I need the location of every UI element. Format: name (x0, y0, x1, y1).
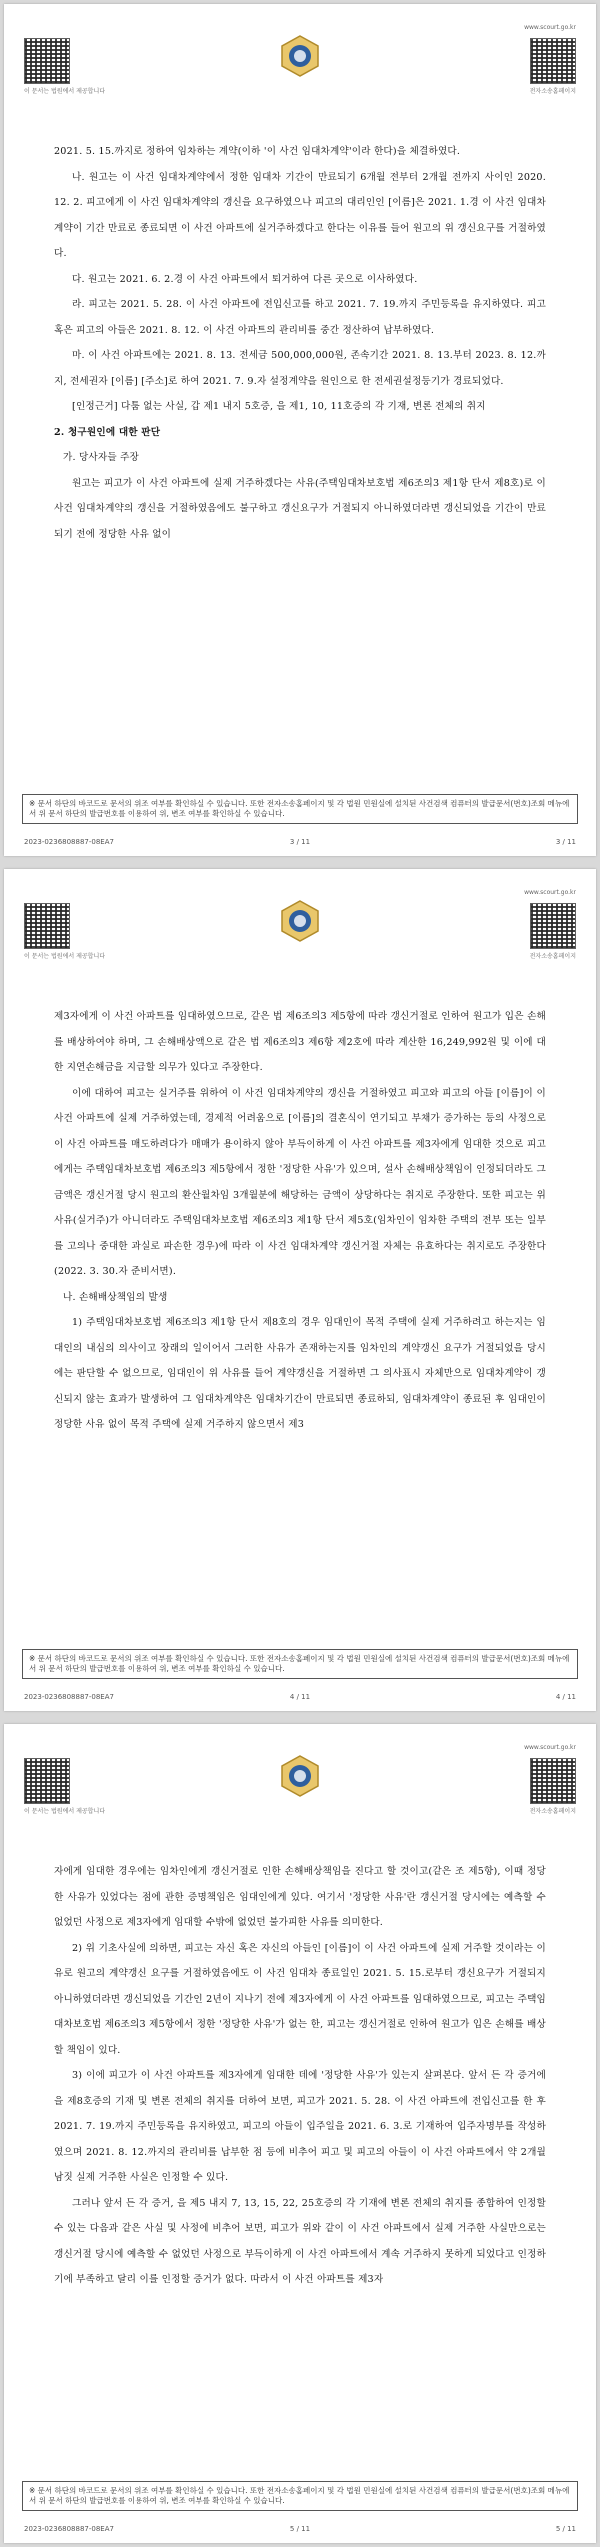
verification-note: ※ 문서 하단의 바코드로 문서의 위조 여부를 확인하실 수 있습니다. 또한 전자소송홈페이지 및 각 법원 민원실에 설치된 사건검색 컴퓨터의 발급문서(번호)조회 메뉴에서 위 문서 하단의 발급번호를 이용하여 위, 변조 여부를 확인하실 수 있습니다. (22, 2481, 578, 2511)
paragraph: 3) 이에 피고가 이 사건 아파트를 제3자에게 임대한 데에 '정당한 사유'가 있는지 살펴본다. 앞서 든 각 증거에 을 제8호증의 기재 및 변론 전체의 취지를 더하여 보면, 피고가 2021. 5. 28. 이 사건 아파트에 전입신고를 한 후 2021. 7. 19.까지 주민등록을 유지하였고, 피고의 아들이 입주일을 2021. 6. 3.로 기재하여 입주자명부를 작성하였으며 2021. 8. 12.까지의 관리비를 납부한 점 등에 비추어 피고 및 피고의 아들이 이 사건 아파트에서 약 2개월 남짓 실제 거주한 사실은 인정할 수 있다. (54, 2070, 546, 2183)
paragraph: [인정근거] 다툼 없는 사실, 갑 제1 내지 5호증, 을 제1, 10, 11호증의 각 기재, 변론 전체의 취지 (72, 401, 486, 412)
paragraph: 원고는 피고가 이 사건 아파트에 실제 거주하겠다는 사유(주택임대차보호법 제6조의3 제1항 단서 제8호)로 이 사건 임대차계약의 갱신을 거절하였음에도 불구하고 갱신요구가 거절되지 아니하였더라면 갱신되었을 기간이 만료되기 전에 정당한 사유 없이 (54, 477, 546, 540)
court-seal-icon (278, 1754, 322, 1798)
header-right-caption: 전자소송홈페이지 (529, 953, 576, 960)
paragraph: 2021. 5. 15.까지로 정하여 임차하는 계약(이하 '이 사건 임대차계약'이라 한다)을 체결하였다. (54, 146, 461, 157)
document-code: 2023-0236808887-08EA7 (24, 838, 114, 846)
page-number: 5 / 11 (289, 2525, 311, 2533)
paragraph: 나. 원고는 이 사건 임대차계약에서 정한 임대차 기간이 만료되기 6개월 전부터 2개월 전까지 사이인 2020. 12. 2. 피고에게 이 사건 임대차계약의 갱신을 요구하였으나 피고의 대리인인 [이름]은 2021. 1.경 이 사건 임대차계약이 기간 만료로 종료되면 이 사건 아파트에 실거주하겠다고 한다는 이유를 들어 원고의 위 갱신요구를 거절하였다. (54, 171, 546, 259)
paragraph: 자에게 임대한 경우에는 임차인에게 갱신거절로 인한 손해배상책임을 진다고 할 것이고(같은 조 제5항), 이때 정당한 사유가 있었다는 점에 관한 증명책임은 임대인에게 있다. 여기서 '정당한 사유'란 갱신거절 당시에는 예측할 수 없었던 사정으로 제3자에게 임대할 수밖에 없었던 불가피한 사유를 의미한다. (54, 1866, 546, 1928)
header-right-caption: 전자소송홈페이지 (529, 88, 576, 95)
document-code: 2023-0236808887-08EA7 (24, 1693, 114, 1701)
page-number: 4 / 11 (289, 1693, 311, 1701)
page-number: 3 / 11 (289, 838, 311, 846)
paragraph: 이에 대하여 피고는 실거주를 위하여 이 사건 임대차계약의 갱신을 거절하였고 피고와 피고의 아들 [이름]이 이 사건 아파트에 실제 거주하였는데, 경제적 어려움으로 [이름]의 결혼식이 연기되고 부채가 증가하는 등의 사정으로 이 사건 아파트를 매도하려다가 매매가 용이하지 않아 부득이하게 이 사건 아파트를 제3자에게 임대한 것으로 피고에게는 주택임대차보호법 제6조의3 제5항에서 정한 '정당한 사유'가 있으며, 설사 손해배상책임이 인정되더라도 그 금액은 갱신거절 당시 원고의 환산월차임 3개월분에 해당하는 금액이 상당하다는 취지로 주장한다. 또한 피고는 위 사유(실거주)가 아니더라도 주택임대차보호법 제6조의3 제1항 단서 제5호(임차인이 임차한 주택의 전부 또는 일부를 고의나 중대한 과실로 파손한 경우)에 따라 이 사건 임대차계약 갱신거절 자체는 유효하다는 취지로도 주장한다(2022. 3. 30.자 준비서면). (54, 1087, 546, 1277)
document-code: 2023-0236808887-08EA7 (24, 2525, 114, 2533)
court-seal-icon (278, 899, 322, 943)
qr-code-right (530, 1758, 576, 1804)
page-number-right: 3 / 11 (555, 838, 576, 846)
document-page-4 (4, 869, 596, 1711)
subsection-heading: 가. 당사자들 주장 (63, 452, 140, 463)
paragraph: 1) 주택임대차보호법 제6조의3 제1항 단서 제8호의 경우 임대인이 목적 주택에 실제 거주하려고 하는지는 임대인의 내심의 의사이고 장래의 일이어서 그러한 사유가 존재하는지를 임차인의 계약갱신 요구가 거절되었을 당시에는 판단할 수 없으므로, 임대인이 위 사유를 들어 계약갱신을 거절하면 그 의사표시 자체만으로 임대차계약이 갱신되지 않는 효과가 발생하여 그 임대차계약은 임대차기간이 만료되면 종료하되, 임대차계약이 종료된 후 임대인이 정당한 사유 없이 목적 주택에 실제 거주하지 않으면서 제3 (54, 1317, 546, 1430)
page-body (54, 1004, 546, 1438)
page-number-right: 4 / 11 (555, 1693, 576, 1701)
header-left-caption: 이 문서는 법원에서 제공합니다 (24, 1808, 106, 1815)
paragraph: 그러나 앞서 든 각 증거, 을 제5 내지 7, 13, 15, 22, 25호증의 각 기재에 변론 전체의 취지를 종합하여 인정할 수 있는 다음과 같은 사실 및 사정에 비추어 보면, 피고가 위와 같이 이 사건 아파트에서 실제 거주한 사실만으로는 갱신거절 당시에 예측할 수 없었던 사정으로 부득이하게 이 사건 아파트에서 계속 거주하지 못하게 되었다고 인정하기에 부족하고 달리 이를 인정할 증거가 없다. 따라서 이 사건 아파트를 제3자 (54, 2197, 546, 2285)
header-url: www.scourt.go.kr (524, 889, 576, 896)
subsection-heading: 나. 손해배상책임의 발생 (63, 1291, 168, 1303)
paragraph: 다. 원고는 2021. 6. 2.경 이 사건 아파트에서 퇴거하여 다른 곳으로 이사하였다. (72, 273, 418, 285)
document-page-5 (4, 1724, 596, 2543)
section-heading: 2. 청구원인에 대한 판단 (54, 426, 161, 438)
page-body (54, 139, 546, 547)
header-left-caption: 이 문서는 법원에서 제공합니다 (24, 88, 106, 95)
verification-note: ※ 문서 하단의 바코드로 문서의 위조 여부를 확인하실 수 있습니다. 또한 전자소송홈페이지 및 각 법원 민원실에 설치된 사건검색 컴퓨터의 발급문서(번호)조회 메뉴에서 위 문서 하단의 발급번호를 이용하여 위, 변조 여부를 확인하실 수 있습니다. (22, 794, 578, 824)
page-number-right: 5 / 11 (555, 2525, 576, 2533)
header-right-caption: 전자소송홈페이지 (529, 1808, 576, 1815)
qr-code-left (24, 38, 70, 84)
qr-code-left (24, 903, 70, 949)
court-seal-icon (278, 34, 322, 78)
paragraph: 제3자에게 이 사건 아파트를 임대하였으므로, 같은 법 제6조의3 제5항에 따라 갱신거절로 인하여 원고가 입은 손해를 배상하여야 하며, 그 손해배상액으로 같은 법 제6조의3 제6항 제2호에 따라 계산한 16,249,992원 및 이에 대한 지연손해금을 지급할 의무가 있다고 주장한다. (54, 1011, 546, 1073)
paragraph: 2) 위 기초사실에 의하면, 피고는 자신 혹은 자신의 아들인 [이름]이 이 사건 아파트에 실제 거주할 것이라는 이유로 원고의 계약갱신 요구를 거절하였음에도 이 사건 임대차 종료일인 2021. 5. 15.로부터 갱신요구가 거절되지 아니하였더라면 갱신되었을 기간인 2년이 지나기 전에 제3자에게 이 사건 아파트를 임대하였으므로, 피고는 주택임대차보호법 제6조의3 제5항에서 정한 '정당한 사유'가 없는 한, 피고는 갱신거절로 인하여 원고가 입은 손해를 배상할 책임이 있다. (54, 1942, 546, 2056)
document-page-3 (4, 4, 596, 856)
header-url: www.scourt.go.kr (524, 1744, 576, 1751)
page-body (54, 1859, 546, 2293)
verification-note: ※ 문서 하단의 바코드로 문서의 위조 여부를 확인하실 수 있습니다. 또한 전자소송홈페이지 및 각 법원 민원실에 설치된 사건검색 컴퓨터의 발급문서(번호)조회 메뉴에서 위 문서 하단의 발급번호를 이용하여 위, 변조 여부를 확인하실 수 있습니다. (22, 1649, 578, 1679)
qr-code-left (24, 1758, 70, 1804)
paragraph: 라. 피고는 2021. 5. 28. 이 사건 아파트에 전입신고를 하고 2021. 7. 19.까지 주민등록을 유지하였다. 피고 혹은 피고의 아들은 2021. 8. 12. 이 사건 아파트의 관리비를 중간 정산하여 납부하였다. (54, 299, 546, 336)
header-left-caption: 이 문서는 법원에서 제공합니다 (24, 953, 106, 960)
paragraph: 마. 이 사건 아파트에는 2021. 8. 13. 전세금 500,000,000원, 존속기간 2021. 8. 13.부터 2023. 8. 12.까지, 전세권자 [이름] [주소]로 하여 2021. 7. 9.자 설정계약을 원인으로 한 전세권설정등기가 경료되었다. (54, 350, 546, 387)
qr-code-right (530, 903, 576, 949)
header-url: www.scourt.go.kr (524, 24, 576, 31)
qr-code-right (530, 38, 576, 84)
